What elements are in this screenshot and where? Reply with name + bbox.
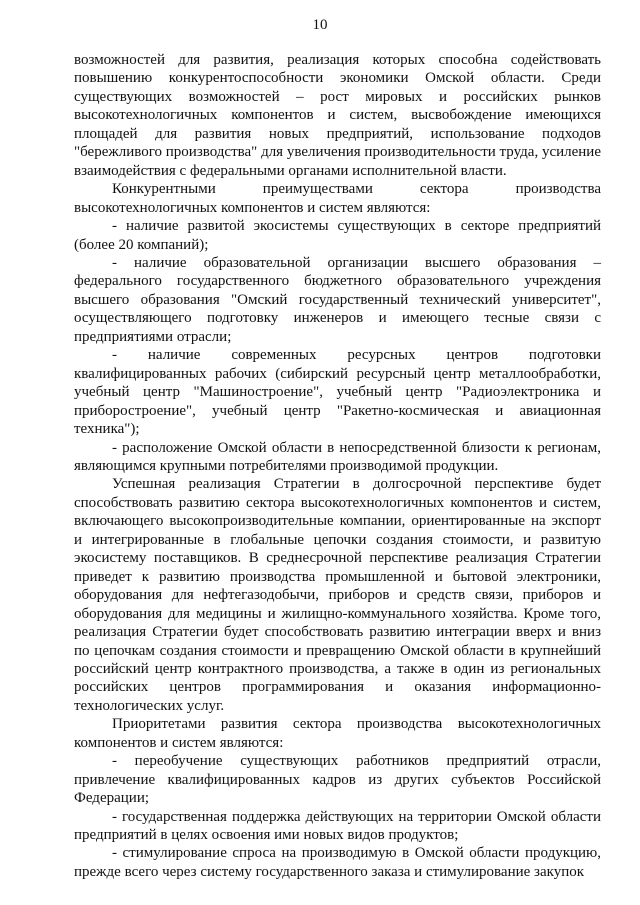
document-body <box>74 51 601 881</box>
list-item-location: - расположение Омской области в непосредственной близости к регионам, являющимся крупными потребителями производимой продукции. <box>74 439 601 474</box>
list-item-retraining: - переобучение существующих работников предприятий отрасли, привлечение квалифицированных кадров из других субъектов Российской Федерации; <box>74 753 601 807</box>
list-item-resource-centers: - наличие современных ресурсных центров подготовки квалифицированных рабочих (сибирский ресурсный центр металлообработки, учебный центр "Машиностроение", учебный центр "Радиоэлектроника и приборостроение", учебный центр "Ракетно-космическая и авиационная техника"); <box>74 347 601 438</box>
paragraph-competitive-advantages: Конкурентными преимуществами сектора производства высокотехнологичных компонентов и систем являются: <box>74 181 601 216</box>
paragraph-opportunities: возможностей для развития, реализация которых способна содействовать повышению конкурентоспособности экономики Омской области. Среди существующих возможностей – рост мировых и российских рынков высокотехнологичных компонентов и систем, высвобождение имеющихся площадей для развития новых предприятий, использование подходов "бережливого производства" для увеличения производительности труда, усиление взаимодействия с федеральными органами исполнительной власти. <box>74 52 601 179</box>
list-item-ecosystem: - наличие развитой экосистемы существующих в секторе предприятий (более 20 компаний); <box>74 218 601 253</box>
list-item-demand-stimulation: - стимулирование спроса на производимую в Омской области продукцию, прежде всего через систему государственного заказа и стимулирование закупок <box>74 845 601 880</box>
list-item-university: - наличие образовательной организации высшего образования – федерального государственного бюджетного образовательного учреждения высшего образования "Омский государственный технический университет", осуществляющего подготовку инженеров и имеющего тесные связи с предприятиями отрасли; <box>74 254 601 345</box>
list-item-state-support: - государственная поддержка действующих на территории Омской области предприятий в целях освоения ими новых видов продуктов; <box>74 808 601 844</box>
paragraph-strategy-outcome: Успешная реализация Стратегии в долгосрочной перспективе будет способствовать развитию сектора высокотехнологичных компонентов и систем, включающего высокопроизводительные компании, ориентированные на экспорт и интегрированные в глобальные цепочки создания стоимости, и развитую экосистему поставщиков. В среднесрочной перспективе реализация Стратегии приведет к развитию производства промышленной и бытовой электроники, оборудования для нефтегазодобычи, приборов и средств связи, приборов и оборудования для медицины и жилищно-коммунального хозяйства. Кроме того, реализация Стратегии будет способствовать развитию интеграции вверх и вниз по цепочкам создания стоимости и превращению Омской области в крупнейший российский центр контрактного производства, а также в один из региональных российских центров программирования и оказания информационно-технологических услуг. <box>74 476 601 714</box>
paragraph-priorities: Приоритетами развития сектора производства высокотехнологичных компонентов и систем являются: <box>74 716 601 751</box>
page-number: 10 <box>312 17 328 33</box>
